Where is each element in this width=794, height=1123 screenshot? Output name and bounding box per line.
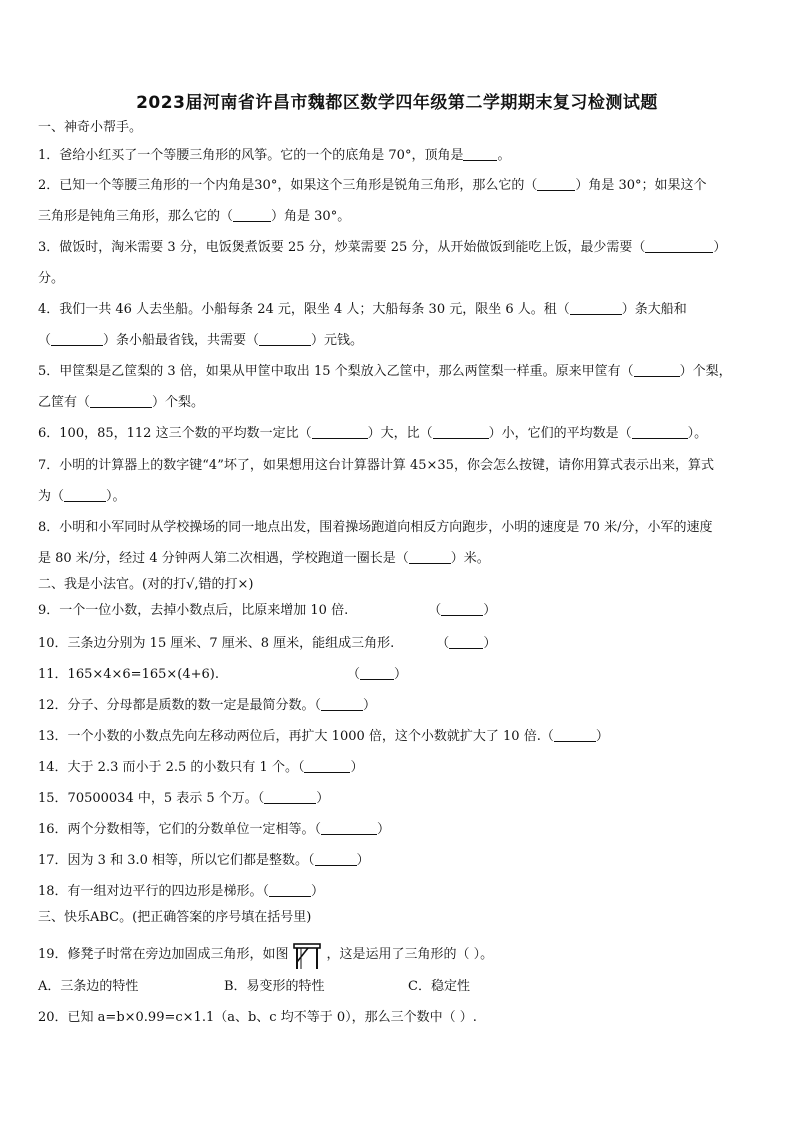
answer-blank[interactable] [409, 551, 451, 564]
answer-blank[interactable] [537, 178, 575, 191]
answer-blank[interactable] [64, 489, 106, 502]
question-9: 9．一个一位小数，去掉小数点后，比原来增加 10 倍. （ ） [38, 603, 497, 618]
answer-blank[interactable] [441, 603, 483, 616]
option-a[interactable]: A．三条边的特性 [38, 979, 139, 994]
question-13: 13．一个小数的小数点先向左移动两位后，再扩大 1000 倍，这个小数就扩大了 10 倍.（ ） [38, 729, 609, 744]
answer-blank[interactable] [433, 426, 489, 439]
question-20: 20．已知 a=b×0.99=c×1.1（a、b、c 均不等于 0），那么三个数中（ ）. [38, 1010, 477, 1025]
question-2-line-2: 三角形是钝角三角形，那么它的（ ）角是 30°。 [38, 209, 351, 224]
answer-blank[interactable] [449, 636, 483, 649]
question-10: 10．三条边分别为 15 厘米、7 厘米、8 厘米，能组成三角形. （ ） [38, 636, 497, 651]
answer-blank[interactable] [304, 760, 350, 773]
answer-blank[interactable] [269, 884, 311, 897]
braced-stool-figure [293, 942, 323, 975]
answer-blank[interactable] [90, 395, 152, 408]
answer-blank[interactable] [645, 240, 713, 253]
answer-blank[interactable] [259, 333, 311, 346]
question-12: 12．分子、分母都是质数的数一定是最简分数。（ ） [38, 698, 377, 713]
answer-blank[interactable] [463, 148, 497, 161]
section-3-heading: 三、快乐ABC。(把正确答案的序号填在括号里) [38, 910, 312, 925]
question-19: 19．修凳子时常在旁边加固成三角形，如图 ，这是运用了三角形的（ ）。 [38, 942, 493, 975]
answer-blank[interactable] [315, 853, 357, 866]
question-8-line-1: 8．小明和小军同时从学校操场的同一地点出发，围着操场跑道向相反方向跑步，小明的速度是 70 米/分，小军的速度 [38, 520, 713, 535]
question-6: 6．100，85，112 这三个数的平均数一定比（ ）大，比（ ）小，它们的平均数是（ ）。 [38, 426, 708, 441]
question-11: 11．165×4×6=165×(4+6). （ ） [38, 667, 408, 682]
question-1: 1．爸给小红买了一个等腰三角形的风筝。它的一个的底角是 70°，顶角是 。 [38, 148, 511, 163]
question-19-options [38, 979, 470, 995]
answer-blank[interactable] [321, 698, 363, 711]
answer-blank[interactable] [554, 729, 596, 742]
question-7-line-1: 7．小明的计算器上的数字键“4”坏了，如果想用这台计算器计算 45×35，你会怎么按键，请你用算式表示出来，算式 [38, 458, 714, 473]
question-14: 14．大于 2.3 而小于 2.5 的小数只有 1 个。（ ） [38, 760, 364, 775]
answer-blank[interactable] [360, 667, 394, 680]
question-5-line-1: 5．甲筐梨是乙筐梨的 3 倍，如果从甲筐中取出 15 个梨放入乙筐中，那么两筐梨一样重。原来甲筐有（ ）个梨， [38, 364, 732, 379]
question-17: 17．因为 3 和 3.0 相等，所以它们都是整数。（ ） [38, 853, 370, 868]
answer-blank[interactable] [312, 426, 368, 439]
section-1-heading: 一、神奇小帮手。 [38, 120, 143, 135]
question-7-line-2: 为（ ）。 [38, 489, 126, 504]
question-2-line-1: 2．已知一个等腰三角形的一个内角是30°，如果这个三角形是锐角三角形，那么它的（ ）角是 30°；如果这个 [38, 178, 707, 193]
question-4-line-2: （ ）条小船最省钱，共需要（ ）元钱。 [38, 333, 364, 348]
option-c[interactable]: C．稳定性 [408, 979, 470, 994]
section-2-heading: 二、我是小法官。(对的打√,错的打×) [38, 577, 254, 592]
exam-title: 2023届河南省许昌市魏都区数学四年级第二学期期末复习检测试题 [136, 93, 658, 113]
question-8-line-2: 是 80 米/分，经过 4 分钟两人第二次相遇，学校跑道一圈长是（ ）米。 [38, 551, 490, 566]
question-5-line-2: 乙筐有（ ）个梨。 [38, 395, 205, 410]
question-3-line-2: 分。 [38, 271, 65, 286]
answer-blank[interactable] [634, 364, 680, 377]
question-3-line-1: 3．做饭时，淘米需要 3 分，电饭煲煮饭要 25 分，炒菜需要 25 分，从开始做饭到能吃上饭，最少需要（ ） [38, 240, 727, 255]
answer-blank[interactable] [321, 822, 377, 835]
answer-blank[interactable] [233, 209, 271, 222]
question-15: 15．70500034 中，5 表示 5 个万。（ ） [38, 791, 330, 806]
option-b[interactable]: B．易变形的特性 [224, 979, 325, 994]
answer-blank[interactable] [264, 791, 316, 804]
question-16: 16．两个分数相等，它们的分数单位一定相等。（ ） [38, 822, 391, 837]
answer-blank[interactable] [632, 426, 688, 439]
answer-blank[interactable] [570, 302, 622, 315]
answer-blank[interactable] [51, 333, 103, 346]
question-4-line-1: 4．我们一共 46 人去坐船。小船每条 24 元，限坐 4 人；大船每条 30 元，限坐 6 人。租（ ）条大船和 [38, 302, 687, 317]
question-18: 18．有一组对边平行的四边形是梯形。（ ） [38, 884, 325, 899]
